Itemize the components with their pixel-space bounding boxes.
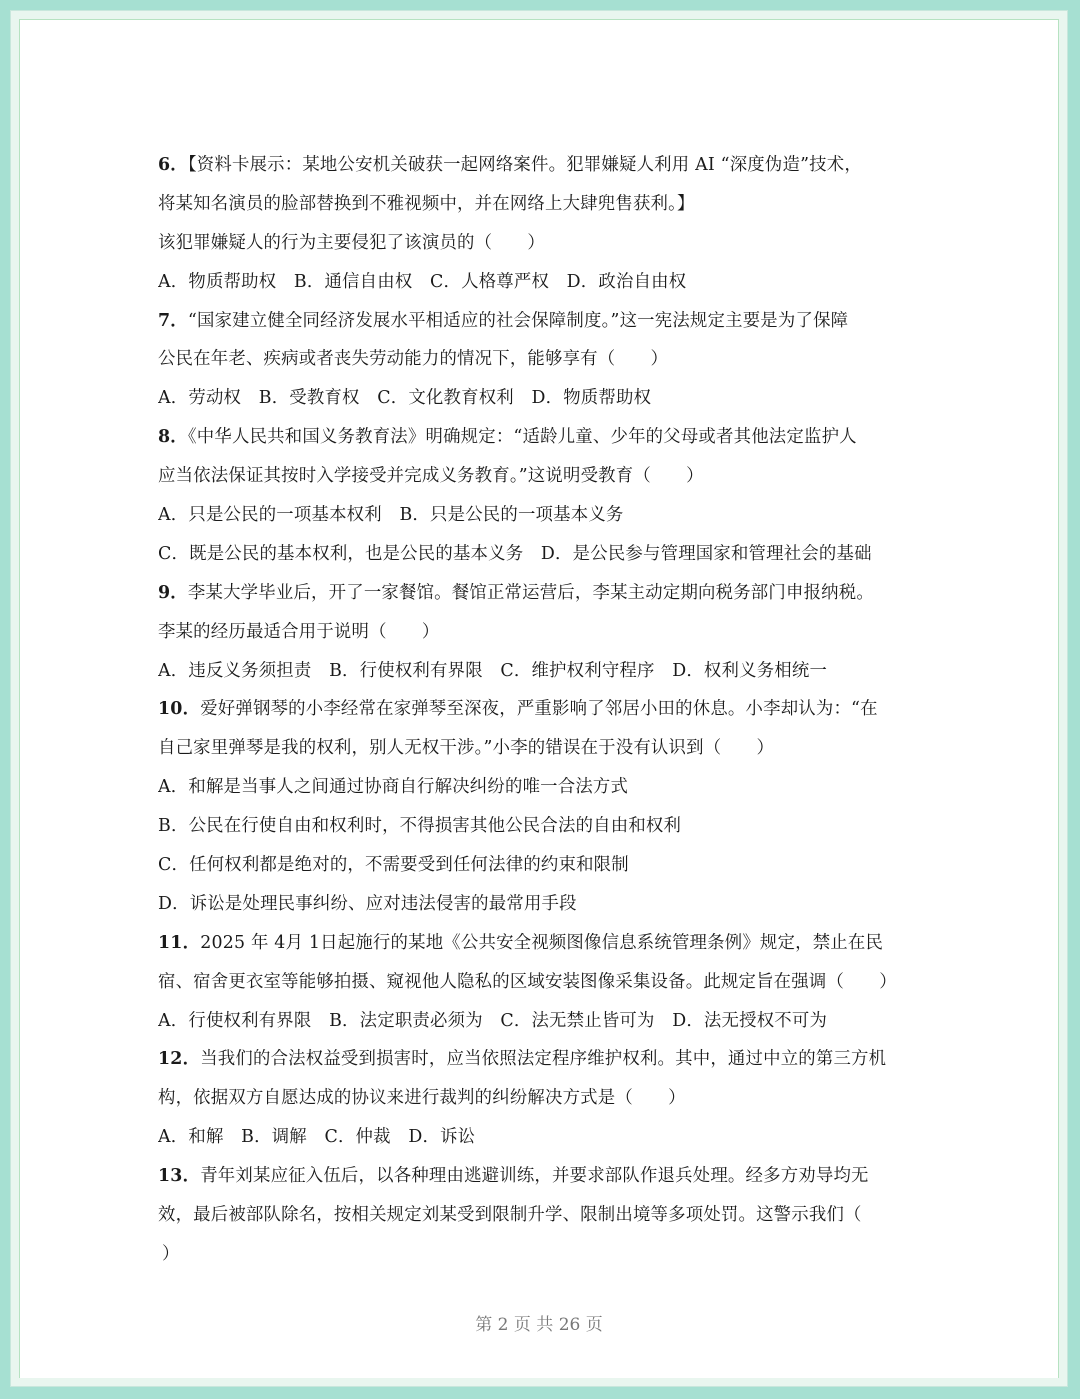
question-7-line-2: 公民在年老、疾病或者丧失劳动能力的情况下，能够享有（ ） bbox=[158, 349, 669, 370]
question-11-line-1: 11．2025 年 4月 1日起施行的某地《公共安全视频图像信息系统管理条例》规定，禁止在民 bbox=[158, 932, 884, 953]
question-6-line-1: 6．【资料卡展示：某地公安机关破获一起网络案件。犯罪嫌疑人利用 AI “深度伪造”技术， bbox=[158, 155, 862, 175]
question-8-number: 8． bbox=[158, 427, 188, 448]
question-11-number: 11． bbox=[158, 932, 201, 953]
question-9-number: 9． bbox=[158, 582, 188, 603]
question-13-line-2: 效，最后被部队除名，按相关规定刘某受到限制升学、限制出境等多项处罚。这警示我们（ bbox=[158, 1205, 862, 1226]
page-footer: 第 2 页 共 26 页 bbox=[475, 1315, 603, 1335]
question-10-option-d: D．诉讼是处理民事纠纷、应对违法侵害的最常用手段 bbox=[158, 893, 577, 914]
question-9-line-2: 李某的经历最适合用于说明（ ） bbox=[158, 621, 440, 642]
question-11-line-2: 宿、宿舍更衣室等能够拍摄、窥视他人隐私的区域安装图像采集设备。此规定旨在强调（ ） bbox=[158, 971, 897, 992]
question-6-options: A．物质帮助权 B．通信自由权 C．人格尊严权 D．政治自由权 bbox=[158, 271, 687, 292]
question-10-option-a: A．和解是当事人之间通过协商自行解决纠纷的唯一合法方式 bbox=[158, 777, 629, 798]
question-12-line-2: 构，依据双方自愿达成的协议来进行裁判的纠纷解决方式是（ ） bbox=[158, 1088, 686, 1109]
question-13-line-1: 13．青年刘某应征入伍后，以各种理由逃避训练，并要求部队作退兵处理。经多方劝导均无 bbox=[158, 1166, 869, 1187]
question-6-number: 6． bbox=[158, 155, 188, 175]
question-12-number: 12． bbox=[158, 1049, 201, 1070]
question-12-line-1: 12．当我们的合法权益受到损害时，应当依照法定程序维护权利。其中，通过中立的第三方机 bbox=[158, 1049, 887, 1070]
question-10-option-c: C．任何权利都是绝对的，不需要受到任何法律的约束和限制 bbox=[158, 855, 629, 876]
question-10-line-1: 10．爱好弹钢琴的小李经常在家弹琴至深夜，严重影响了邻居小田的休息。小李却认为：“在 bbox=[158, 699, 878, 720]
question-9-options: A．违反义务须担责 B．行使权利有界限 C．维护权利守程序 D．权利义务相统一 bbox=[158, 660, 828, 681]
question-10-line-2: 自己家里弹琴是我的权利，别人无权干涉。”小李的错误在于没有认识到（ ） bbox=[158, 738, 775, 759]
question-10-number: 10． bbox=[158, 699, 201, 720]
question-10-option-b: B．公民在行使自由和权利时，不得损害其他公民合法的自由和权利 bbox=[158, 816, 682, 837]
question-6-line-2: 将某知名演员的脸部替换到不雅视频中，并在网络上大肆兜售获利。】 bbox=[158, 193, 695, 214]
question-8-line-1: 8．《中华人民共和国义务教育法》明确规定：“适龄儿童、少年的父母或者其他法定监护人 bbox=[158, 427, 857, 448]
question-7-number: 7． bbox=[158, 310, 188, 331]
question-7-options: A．劳动权 B．受教育权 C．文化教育权利 D．物质帮助权 bbox=[158, 388, 652, 409]
question-13-number: 13． bbox=[158, 1166, 201, 1187]
question-9-line-1: 9．李某大学毕业后，开了一家餐馆。餐馆正常运营后，李某主动定期向税务部门申报纳税。 bbox=[158, 582, 874, 603]
question-6-line-3: 该犯罪嫌疑人的行为主要侵犯了该演员的（ ） bbox=[158, 232, 545, 253]
question-8-line-2: 应当依法保证其按时入学接受并完成义务教育。”这说明受教育（ ） bbox=[158, 466, 704, 487]
document-page bbox=[20, 20, 1058, 1378]
question-8-options-2: C．既是公民的基本权利，也是公民的基本义务 D．是公民参与管理国家和管理社会的基础 bbox=[158, 543, 872, 564]
question-8-options-1: A．只是公民的一项基本权利 B．只是公民的一项基本义务 bbox=[158, 505, 624, 526]
question-12-options: A．和解 B．调解 C．仲裁 D．诉讼 bbox=[158, 1127, 476, 1148]
question-13-line-3: ） bbox=[162, 1243, 180, 1264]
question-list bbox=[158, 146, 944, 1274]
question-11-options: A．行使权利有界限 B．法定职责必须为 C．法无禁止皆可为 D．法无授权不可为 bbox=[158, 1010, 828, 1031]
question-7-line-1: 7．“国家建立健全同经济发展水平相适应的社会保障制度。”这一宪法规定主要是为了保障 bbox=[158, 310, 849, 331]
